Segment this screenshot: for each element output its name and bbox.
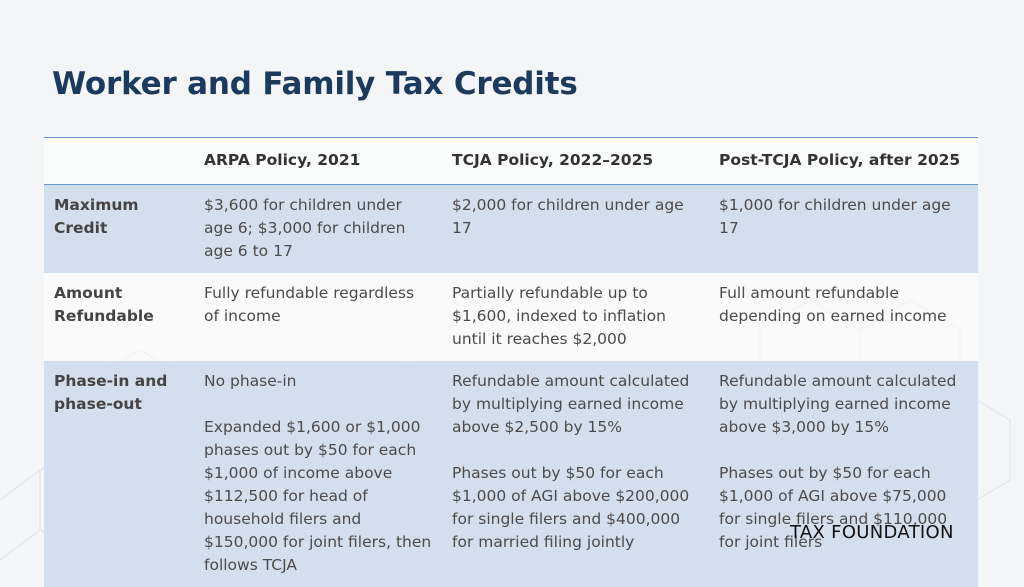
paragraph-gap — [719, 439, 968, 462]
page-title: Worker and Family Tax Credits — [52, 66, 578, 102]
cell-text: Expanded $1,600 or $1,000 phases out by $50 for each $1,000 of income above $112,500 for head of household filers and $150,000 for joint filers, then follows TCJA — [204, 418, 432, 574]
row-label: Maximum Credit — [54, 196, 139, 237]
table-cell — [194, 273, 442, 361]
cell-text: Phases out by $50 for each $1,000 of AGI above $200,000 for single filers and $400,000 for married filing jointly — [452, 464, 690, 551]
cell-text: $2,000 for children under age 17 — [452, 196, 684, 237]
table-cell — [442, 361, 709, 587]
row-maximum-credit — [44, 185, 978, 274]
table-header-row — [44, 138, 978, 185]
header-arpa: ARPA Policy, 2021 — [204, 151, 361, 169]
table-cell — [709, 273, 978, 361]
cell-text: No phase-in — [204, 372, 297, 390]
cell-text: Refundable amount calculated by multiplying earned income above $3,000 by 15% — [719, 372, 957, 436]
table-cell — [709, 185, 978, 274]
table-cell — [194, 185, 442, 274]
cell-text: Partially refundable up to $1,600, indexed to inflation until it reaches $2,000 — [452, 284, 666, 348]
cell-text: Fully refundable regardless of income — [204, 284, 415, 325]
cell-text: $1,000 for children under age 17 — [719, 196, 951, 237]
table-cell — [442, 273, 709, 361]
paragraph-gap — [452, 439, 699, 462]
row-label: Phase-in and phase-out — [54, 372, 168, 413]
tax-credits-table — [44, 137, 978, 587]
cell-text: Refundable amount calculated by multiplying earned income above $2,500 by 15% — [452, 372, 690, 436]
row-label: Amount Refundable — [54, 284, 154, 325]
cell-text: Phases out by $50 for each $1,000 of AGI above $75,000 for single filers and $110,000 for joint filers — [719, 464, 948, 551]
table-cell — [709, 361, 978, 587]
header-tcja: TCJA Policy, 2022–2025 — [452, 151, 654, 169]
header-post-tcja: Post-TCJA Policy, after 2025 — [719, 151, 961, 169]
cell-text: $3,600 for children under age 6; $3,000 for children age 6 to 17 — [204, 196, 406, 260]
cell-text: Full amount refundable depending on earned income — [719, 284, 947, 325]
table-cell — [442, 185, 709, 274]
paragraph-gap — [204, 393, 432, 416]
table-cell — [194, 361, 442, 587]
header-corner — [44, 138, 194, 185]
row-phase-in-out — [44, 361, 978, 587]
brand-watermark: TAX FOUNDATION — [790, 522, 954, 543]
row-amount-refundable — [44, 273, 978, 361]
